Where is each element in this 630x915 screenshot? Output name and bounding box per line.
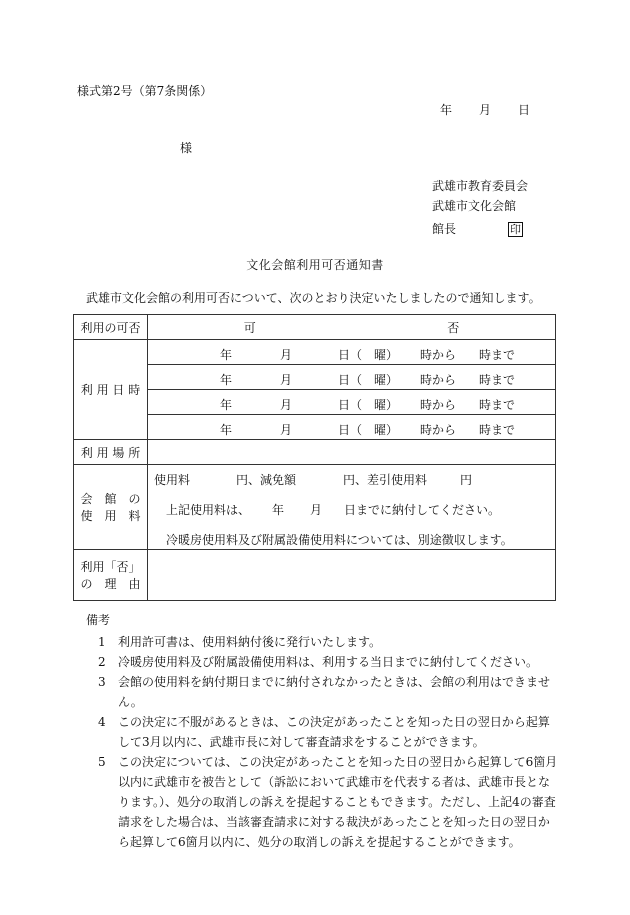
dt-month: 月 xyxy=(280,423,293,437)
note-item xyxy=(98,632,558,652)
reason-label-line1: 利用「否」 xyxy=(80,560,141,574)
dt-year: 年 xyxy=(220,348,233,362)
pay-prefix: 上記使用料は、 xyxy=(166,503,251,517)
issuer-title: 館長 xyxy=(432,222,457,236)
date-day: 日 xyxy=(517,103,530,117)
dt-day: 日（ 曜） xyxy=(338,373,399,387)
dt-day: 日（ 曜） xyxy=(338,398,399,412)
intro-text: 武雄市文化会館の利用可否について、次のとおり決定いたしましたので通知します。 xyxy=(86,291,541,305)
reason-value xyxy=(148,550,556,601)
fee-cell xyxy=(148,465,556,550)
fee-usage: 使用料 xyxy=(154,473,191,487)
note-number: 5 xyxy=(98,755,106,769)
usage-table xyxy=(73,314,556,601)
fee-yen-end: 円 xyxy=(460,473,473,487)
note-text: 利用許可書は、使用料納付後に発行いたします。 xyxy=(118,635,382,649)
date-line xyxy=(440,104,530,116)
note-item xyxy=(98,672,558,712)
dt-to: 時まで xyxy=(479,423,516,437)
pay-year: 年 xyxy=(272,503,285,517)
dt-day: 日（ 曜） xyxy=(338,423,399,437)
fee-deduct: 円、差引使用料 xyxy=(343,473,428,487)
datetime-row xyxy=(148,340,556,365)
note-item xyxy=(98,652,558,672)
dt-year: 年 xyxy=(220,423,233,437)
dt-year: 年 xyxy=(220,398,233,412)
date-month: 月 xyxy=(478,103,491,117)
datetime-label: 利 用 日 時 xyxy=(74,340,148,440)
reason-label-line2: の 理 由 xyxy=(80,577,141,591)
pay-month: 月 xyxy=(310,503,323,517)
fee-extra-note: 冷暖房使用料及び附属設備使用料については、別途徴収します。 xyxy=(166,533,513,547)
fee-discount: 円、減免額 xyxy=(236,473,297,487)
fee-label-line2: 使 用 料 xyxy=(80,509,141,523)
dt-year: 年 xyxy=(220,373,233,387)
note-text: この決定については、この決定があったことを知った日の翌日から起算して6箇月以内に武雄市を被告として（訴訟において武雄市を代表する者は、武雄市長となります。）、処分の取消しの訴えを提起することもできます。ただし、上記4の審査請求をした場合は、当該審査請求に対する裁決があったことを知った日の翌日から起算して6箇月以内に、処分の取消しの訴えを提起することができます。 xyxy=(118,755,558,849)
fee-label-line1: 会 館 の xyxy=(80,492,141,506)
notes-heading: 備考 xyxy=(86,613,111,627)
note-text: この決定に不服があるときは、この決定があったことを知った日の翌日から起算して3月以内に、武雄市長に対して審査請求をすることができます。 xyxy=(118,715,550,749)
note-item xyxy=(98,712,558,752)
datetime-row xyxy=(148,390,556,415)
reason-label xyxy=(74,550,148,601)
issuer-title-row xyxy=(432,219,528,239)
approve-option: 可 xyxy=(243,320,256,335)
document-title: 文化会館利用可否通知書 xyxy=(246,258,384,272)
dt-to: 時まで xyxy=(479,348,516,362)
approval-options xyxy=(148,315,556,340)
issuer-block xyxy=(432,179,528,239)
place-value xyxy=(148,440,556,465)
dt-month: 月 xyxy=(280,398,293,412)
datetime-row xyxy=(148,365,556,390)
pay-suffix: 日までに納付してください。 xyxy=(344,503,501,517)
dt-month: 月 xyxy=(280,348,293,362)
notes-list xyxy=(98,632,558,852)
dt-from: 時から xyxy=(420,423,457,437)
note-item xyxy=(98,752,558,852)
note-text: 冷暖房使用料及び附属設備使用料は、利用する当日までに納付してください。 xyxy=(118,655,539,669)
note-number: 4 xyxy=(98,715,106,729)
issuer-facility: 武雄市文化会館 xyxy=(432,199,517,213)
dt-to: 時まで xyxy=(479,398,516,412)
date-year: 年 xyxy=(440,103,453,117)
datetime-row xyxy=(148,415,556,440)
dt-day: 日（ 曜） xyxy=(338,348,399,362)
form-number: 様式第2号（第7条関係） xyxy=(77,84,213,98)
issuer-org: 武雄市教育委員会 xyxy=(432,179,529,193)
fee-label xyxy=(74,465,148,550)
dt-month: 月 xyxy=(280,373,293,387)
dt-from: 時から xyxy=(420,348,457,362)
place-label: 利 用 場 所 xyxy=(74,440,148,465)
seal-mark: 印 xyxy=(510,222,522,236)
dt-from: 時から xyxy=(420,373,457,387)
note-number: 3 xyxy=(98,675,106,689)
note-text: 会館の使用料を納付期日までに納付されなかったときは、会館の利用はできません。 xyxy=(118,675,551,709)
addressee-suffix: 様 xyxy=(180,141,193,155)
dt-from: 時から xyxy=(420,398,457,412)
note-number: 1 xyxy=(98,635,106,649)
approval-label: 利用の可否 xyxy=(74,315,148,340)
dt-to: 時まで xyxy=(479,373,516,387)
deny-option: 否 xyxy=(447,320,460,335)
note-number: 2 xyxy=(98,655,106,669)
